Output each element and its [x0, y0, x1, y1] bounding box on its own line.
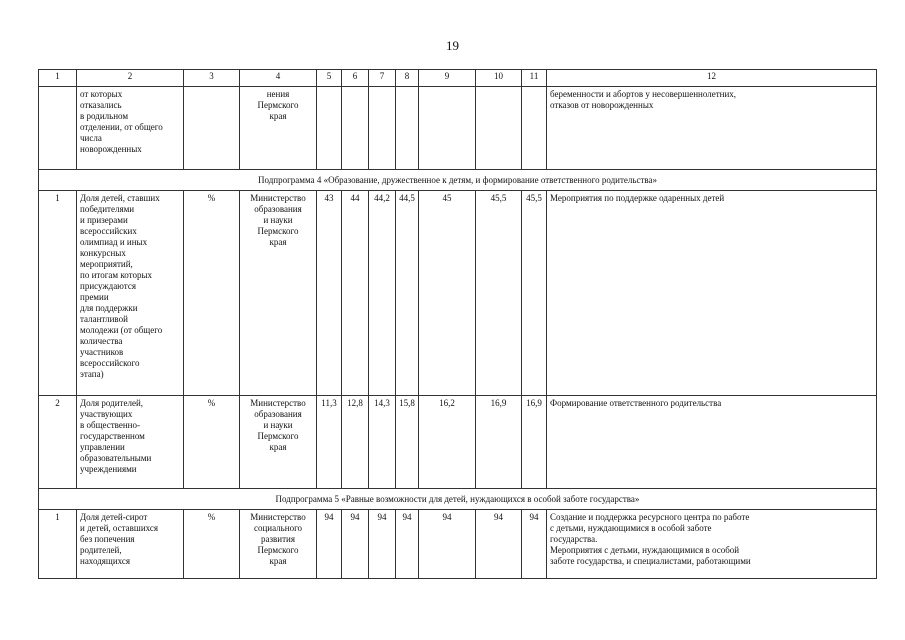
- header-cell: 1: [39, 70, 77, 87]
- value-cell: [342, 87, 369, 170]
- indicator-name: Доля детей, ставших победителями и призерами всероссийских олимпиад и иных конкурсных мероприятий, по итогам которых присуждаются премии для поддержки талантливой молодежи (от общего количества участников всероссийского этапа): [77, 191, 184, 396]
- value-cell: 94: [419, 510, 476, 579]
- responsible-body: Министерство образования и науки Пермского края: [240, 396, 317, 489]
- value-cell: 15,8: [396, 396, 419, 489]
- value-cell: 45,5: [522, 191, 547, 396]
- value-cell: 16,2: [419, 396, 476, 489]
- header-cell: 11: [522, 70, 547, 87]
- indicator-name: Доля родителей, участвующих в общественно- государственном управлении образовательными учреждениями: [77, 396, 184, 489]
- value-cell: 45,5: [476, 191, 522, 396]
- section-row: [39, 489, 877, 510]
- table-row: [39, 510, 877, 579]
- value-cell: 11,3: [317, 396, 342, 489]
- responsible-body: нения Пермского края: [240, 87, 317, 170]
- value-cell: 94: [342, 510, 369, 579]
- row-number: 1: [39, 510, 77, 579]
- header-cell: 9: [419, 70, 476, 87]
- header-cell: 12: [547, 70, 877, 87]
- value-cell: 94: [522, 510, 547, 579]
- value-cell: 16,9: [476, 396, 522, 489]
- value-cell: 94: [369, 510, 396, 579]
- value-cell: 44: [342, 191, 369, 396]
- indicator-name: от которых отказались в родильном отделении, от общего числа новорожденных: [77, 87, 184, 170]
- responsible-body: Министерство образования и науки Пермского края: [240, 191, 317, 396]
- measures-cell: Мероприятия по поддержке одаренных детей: [547, 191, 877, 396]
- value-cell: 12,8: [342, 396, 369, 489]
- header-cell: 3: [184, 70, 240, 87]
- value-cell: [419, 87, 476, 170]
- value-cell: 94: [396, 510, 419, 579]
- header-cell: 2: [77, 70, 184, 87]
- unit: [184, 87, 240, 170]
- value-cell: 44,2: [369, 191, 396, 396]
- value-cell: [476, 87, 522, 170]
- section-row: [39, 170, 877, 191]
- measures-cell: беременности и абортов у несовершеннолетних, отказов от новорожденных: [547, 87, 877, 170]
- subprogram-4-title: Подпрограмма 4 «Образование, дружественное к детям, и формирование ответственного родительства»: [39, 170, 877, 191]
- page-number: 19: [446, 38, 459, 53]
- header-cell: 4: [240, 70, 317, 87]
- table-row: [39, 191, 877, 396]
- value-cell: [396, 87, 419, 170]
- indicators-table: [38, 69, 877, 579]
- value-cell: 14,3: [369, 396, 396, 489]
- header-row: [39, 70, 877, 87]
- unit: %: [184, 191, 240, 396]
- row-number: [39, 87, 77, 170]
- row-number: 2: [39, 396, 77, 489]
- table-row: [39, 87, 877, 170]
- row-number: 1: [39, 191, 77, 396]
- responsible-body: Министерство социального развития Пермского края: [240, 510, 317, 579]
- value-cell: 16,9: [522, 396, 547, 489]
- unit: %: [184, 396, 240, 489]
- header-cell: 8: [396, 70, 419, 87]
- indicator-name: Доля детей-сирот и детей, оставшихся без попечения родителей, находящихся: [77, 510, 184, 579]
- table-row: [39, 396, 877, 489]
- header-cell: 6: [342, 70, 369, 87]
- value-cell: 43: [317, 191, 342, 396]
- measures-cell: Создание и поддержка ресурсного центра по работе с детьми, нуждающимися в особой заботе государства. Мероприятия с детьми, нуждающимися в особой заботе государства, и специалистами, работающими: [547, 510, 877, 579]
- value-cell: 45: [419, 191, 476, 396]
- measures-cell: Формирование ответственного родительства: [547, 396, 877, 489]
- header-cell: 5: [317, 70, 342, 87]
- header-cell: 7: [369, 70, 396, 87]
- value-cell: [317, 87, 342, 170]
- value-cell: 44,5: [396, 191, 419, 396]
- unit: %: [184, 510, 240, 579]
- header-cell: 10: [476, 70, 522, 87]
- value-cell: 94: [317, 510, 342, 579]
- value-cell: 94: [476, 510, 522, 579]
- subprogram-5-title: Подпрограмма 5 «Равные возможности для детей, нуждающихся в особой заботе государства»: [39, 489, 877, 510]
- value-cell: [522, 87, 547, 170]
- value-cell: [369, 87, 396, 170]
